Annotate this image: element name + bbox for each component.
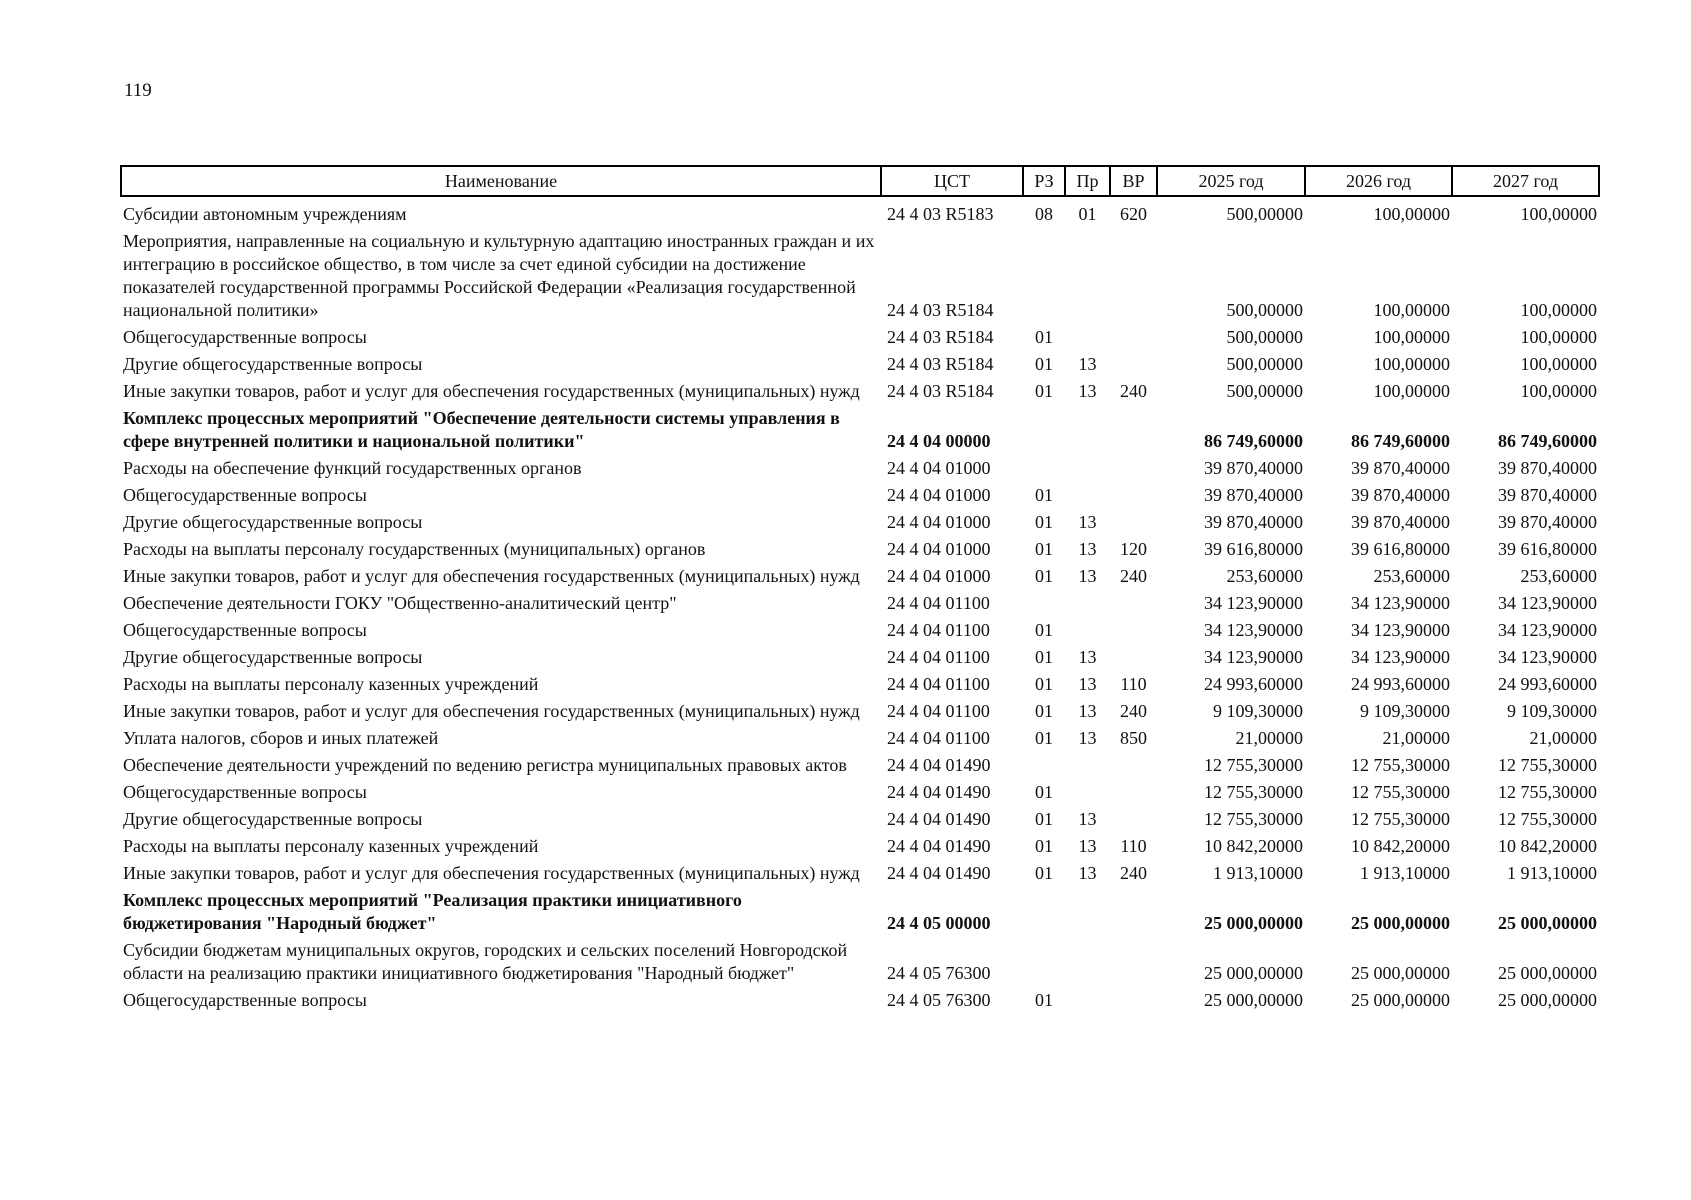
row-amount-2026: 100,00000 [1373, 327, 1450, 347]
row-rz [1023, 455, 1065, 482]
row-vr [1110, 324, 1157, 351]
row-amount-2026: 253,60000 [1373, 566, 1450, 586]
page-number: 119 [124, 80, 152, 101]
row-amount-2027: 253,60000 [1520, 566, 1597, 586]
row-pr: 01 [1078, 204, 1097, 224]
row-amount-2026: 100,00000 [1373, 204, 1450, 224]
row-vr [1110, 455, 1157, 482]
row-amount-2026: 25 000,00000 [1351, 913, 1450, 933]
row-name: Иные закупки товаров, работ и услуг для обеспечения государственных (муниципальных) нужд [123, 381, 860, 401]
row-vr [1110, 644, 1157, 671]
row-cst: 24 4 03 R5184 [887, 381, 994, 401]
row-pr [1065, 887, 1110, 937]
row-amount-2026: 12 755,30000 [1351, 782, 1450, 802]
table-row [121, 378, 1599, 405]
row-cst: 24 4 04 01000 [887, 458, 991, 478]
row-rz: 01 [1035, 701, 1053, 721]
row-amount-2025: 24 993,60000 [1204, 674, 1303, 694]
row-amount-2027: 86 749,60000 [1498, 431, 1597, 451]
row-amount-2026: 34 123,90000 [1351, 593, 1450, 613]
row-amount-2025: 12 755,30000 [1204, 755, 1303, 775]
row-cst: 24 4 04 01100 [887, 593, 990, 613]
row-name: Другие общегосударственные вопросы [123, 354, 423, 374]
row-amount-2027: 39 870,40000 [1498, 485, 1597, 505]
row-name: Обеспечение деятельности ГОКУ "Общественно-аналитический центр" [123, 593, 677, 613]
row-pr [1065, 752, 1110, 779]
row-amount-2026: 100,00000 [1373, 354, 1450, 374]
table-row [121, 482, 1599, 509]
row-vr [1110, 887, 1157, 937]
row-rz: 01 [1035, 728, 1053, 748]
row-rz: 01 [1035, 620, 1053, 640]
table-row [121, 860, 1599, 887]
row-amount-2027: 100,00000 [1520, 381, 1597, 401]
row-name: Расходы на выплаты персоналу казенных учреждений [123, 836, 539, 856]
row-cst: 24 4 05 76300 [887, 990, 991, 1010]
table-row [121, 725, 1599, 752]
row-pr: 13 [1078, 539, 1097, 559]
row-amount-2027: 24 993,60000 [1498, 674, 1597, 694]
row-name: Расходы на выплаты персоналу казенных учреждений [123, 674, 539, 694]
row-cst: 24 4 04 01490 [887, 755, 991, 775]
row-rz [1023, 590, 1065, 617]
row-vr: 240 [1120, 566, 1147, 586]
row-name: Субсидии бюджетам муниципальных округов, городских и сельских поселений Новгородской области на реализацию практики инициативного бюджетирования "Народный бюджет" [123, 940, 848, 983]
row-amount-2027: 100,00000 [1520, 327, 1597, 347]
row-rz [1023, 752, 1065, 779]
row-cst: 24 4 04 01000 [887, 566, 991, 586]
row-vr [1110, 482, 1157, 509]
row-amount-2025: 39 870,40000 [1204, 458, 1303, 478]
row-amount-2025: 25 000,00000 [1204, 990, 1303, 1010]
row-cst: 24 4 04 01100 [887, 647, 990, 667]
row-vr [1110, 351, 1157, 378]
row-amount-2025: 25 000,00000 [1204, 963, 1303, 983]
row-amount-2025: 500,00000 [1226, 204, 1303, 224]
row-amount-2025: 39 616,80000 [1204, 539, 1303, 559]
row-amount-2027: 100,00000 [1520, 204, 1597, 224]
row-cst: 24 4 03 R5183 [887, 204, 994, 224]
row-amount-2027: 25 000,00000 [1498, 990, 1597, 1010]
row-pr: 13 [1078, 809, 1097, 829]
row-pr [1065, 228, 1110, 324]
row-amount-2026: 9 109,30000 [1360, 701, 1450, 721]
row-amount-2026: 10 842,20000 [1351, 836, 1450, 856]
row-amount-2027: 10 842,20000 [1498, 836, 1597, 856]
row-amount-2027: 12 755,30000 [1498, 782, 1597, 802]
row-amount-2025: 12 755,30000 [1204, 782, 1303, 802]
row-amount-2026: 34 123,90000 [1351, 647, 1450, 667]
row-amount-2025: 500,00000 [1226, 354, 1303, 374]
row-name: Иные закупки товаров, работ и услуг для обеспечения государственных (муниципальных) нужд [123, 863, 860, 883]
header-cst: ЦСТ [881, 166, 1023, 196]
row-amount-2025: 34 123,90000 [1204, 620, 1303, 640]
row-rz [1023, 937, 1065, 987]
row-pr: 13 [1078, 674, 1097, 694]
row-name: Другие общегосударственные вопросы [123, 647, 423, 667]
row-amount-2026: 25 000,00000 [1351, 990, 1450, 1010]
row-name: Иные закупки товаров, работ и услуг для обеспечения государственных (муниципальных) нужд [123, 701, 860, 721]
row-amount-2025: 500,00000 [1226, 381, 1303, 401]
row-cst: 24 4 04 01000 [887, 512, 991, 532]
row-vr: 850 [1120, 728, 1147, 748]
header-rz: РЗ [1023, 166, 1065, 196]
header-name: Наименование [121, 166, 881, 196]
row-rz [1023, 228, 1065, 324]
row-pr: 13 [1078, 354, 1097, 374]
row-name: Иные закупки товаров, работ и услуг для обеспечения государственных (муниципальных) нужд [123, 566, 860, 586]
row-vr: 240 [1120, 863, 1147, 883]
row-rz: 01 [1035, 990, 1053, 1010]
row-amount-2025: 86 749,60000 [1204, 431, 1303, 451]
row-pr: 13 [1078, 701, 1097, 721]
row-rz: 01 [1035, 539, 1053, 559]
table-row [121, 752, 1599, 779]
row-amount-2025: 10 842,20000 [1204, 836, 1303, 856]
row-amount-2027: 9 109,30000 [1507, 701, 1597, 721]
row-cst: 24 4 04 01490 [887, 863, 991, 883]
row-vr [1110, 987, 1157, 1014]
row-rz: 01 [1035, 863, 1053, 883]
row-amount-2026: 86 749,60000 [1351, 431, 1450, 451]
row-pr [1065, 482, 1110, 509]
row-vr [1110, 752, 1157, 779]
table-row [121, 405, 1599, 455]
row-rz: 01 [1035, 354, 1053, 374]
row-name: Общегосударственные вопросы [123, 620, 367, 640]
row-amount-2027: 25 000,00000 [1498, 963, 1597, 983]
row-amount-2026: 24 993,60000 [1351, 674, 1450, 694]
row-vr [1110, 228, 1157, 324]
row-amount-2025: 34 123,90000 [1204, 593, 1303, 613]
row-amount-2026: 25 000,00000 [1351, 963, 1450, 983]
row-amount-2027: 39 870,40000 [1498, 512, 1597, 532]
row-rz: 01 [1035, 782, 1053, 802]
row-amount-2027: 100,00000 [1520, 300, 1597, 320]
row-cst: 24 4 04 01000 [887, 539, 991, 559]
row-vr: 240 [1120, 381, 1147, 401]
row-vr [1110, 509, 1157, 536]
row-cst: 24 4 03 R5184 [887, 327, 994, 347]
row-name: Мероприятия, направленные на социальную и культурную адаптацию иностранных граждан и их интеграцию в российское общество, в том числе за счет единой субсидии на достижение показателей государственной программы Российской Федерации «Реализация государственной национальной политики» [123, 231, 875, 320]
row-amount-2027: 12 755,30000 [1498, 809, 1597, 829]
row-vr [1110, 590, 1157, 617]
row-name: Комплекс процессных мероприятий "Реализация практики инициативного бюджетирования "Народный бюджет" [123, 890, 742, 933]
row-cst: 24 4 03 R5184 [887, 354, 994, 374]
table-row [121, 779, 1599, 806]
header-2025: 2025 год [1157, 166, 1305, 196]
table-row [121, 887, 1599, 937]
row-pr: 13 [1078, 647, 1097, 667]
table-row [121, 509, 1599, 536]
row-amount-2026: 39 616,80000 [1351, 539, 1450, 559]
row-rz: 01 [1035, 674, 1053, 694]
row-cst: 24 4 04 01100 [887, 674, 990, 694]
row-amount-2025: 500,00000 [1226, 300, 1303, 320]
header-vr: ВР [1110, 166, 1157, 196]
row-name: Расходы на обеспечение функций государственных органов [123, 458, 582, 478]
row-cst: 24 4 05 00000 [887, 913, 991, 933]
row-cst: 24 4 04 01490 [887, 782, 991, 802]
table-row [121, 987, 1599, 1014]
row-cst: 24 4 04 01000 [887, 485, 991, 505]
row-amount-2025: 253,60000 [1226, 566, 1303, 586]
row-name: Общегосударственные вопросы [123, 782, 367, 802]
row-amount-2027: 39 870,40000 [1498, 458, 1597, 478]
row-amount-2026: 1 913,10000 [1360, 863, 1450, 883]
row-pr [1065, 937, 1110, 987]
row-amount-2026: 12 755,30000 [1351, 809, 1450, 829]
row-name: Другие общегосударственные вопросы [123, 809, 423, 829]
row-amount-2025: 34 123,90000 [1204, 647, 1303, 667]
row-pr [1065, 617, 1110, 644]
row-amount-2027: 100,00000 [1520, 354, 1597, 374]
row-amount-2027: 34 123,90000 [1498, 620, 1597, 640]
row-vr [1110, 617, 1157, 644]
row-amount-2027: 34 123,90000 [1498, 593, 1597, 613]
row-rz: 01 [1035, 327, 1053, 347]
row-rz [1023, 887, 1065, 937]
row-amount-2025: 9 109,30000 [1213, 701, 1303, 721]
row-vr: 620 [1120, 204, 1147, 224]
row-pr [1065, 405, 1110, 455]
row-rz: 01 [1035, 381, 1053, 401]
row-amount-2026: 39 870,40000 [1351, 458, 1450, 478]
row-amount-2025: 12 755,30000 [1204, 809, 1303, 829]
row-amount-2027: 39 616,80000 [1498, 539, 1597, 559]
row-cst: 24 4 03 R5184 [887, 300, 994, 320]
row-pr [1065, 590, 1110, 617]
row-amount-2025: 21,00000 [1235, 728, 1303, 748]
row-amount-2025: 39 870,40000 [1204, 485, 1303, 505]
row-rz: 01 [1035, 566, 1053, 586]
row-rz [1023, 405, 1065, 455]
row-name: Расходы на выплаты персоналу государственных (муниципальных) органов [123, 539, 706, 559]
table-row [121, 617, 1599, 644]
row-rz: 01 [1035, 809, 1053, 829]
row-name: Общегосударственные вопросы [123, 990, 367, 1010]
row-amount-2026: 21,00000 [1382, 728, 1450, 748]
table-row [121, 590, 1599, 617]
table-row [121, 196, 1599, 228]
row-rz: 01 [1035, 836, 1053, 856]
table-row [121, 228, 1599, 324]
row-pr: 13 [1078, 863, 1097, 883]
table-row [121, 351, 1599, 378]
row-cst: 24 4 04 01490 [887, 836, 991, 856]
row-amount-2027: 12 755,30000 [1498, 755, 1597, 775]
header-pr: Пр [1065, 166, 1110, 196]
row-amount-2026: 100,00000 [1373, 300, 1450, 320]
row-pr [1065, 324, 1110, 351]
table-row [121, 698, 1599, 725]
row-name: Другие общегосударственные вопросы [123, 512, 423, 532]
row-amount-2026: 100,00000 [1373, 381, 1450, 401]
row-vr [1110, 405, 1157, 455]
row-cst: 24 4 05 76300 [887, 963, 991, 983]
row-name: Субсидии автономным учреждениям [123, 204, 407, 224]
table-row [121, 937, 1599, 987]
row-amount-2026: 39 870,40000 [1351, 512, 1450, 532]
row-pr [1065, 779, 1110, 806]
row-vr [1110, 779, 1157, 806]
row-cst: 24 4 04 01100 [887, 620, 990, 640]
header-2027: 2027 год [1452, 166, 1599, 196]
row-vr [1110, 937, 1157, 987]
row-vr: 110 [1120, 674, 1147, 694]
row-amount-2026: 12 755,30000 [1351, 755, 1450, 775]
row-name: Общегосударственные вопросы [123, 485, 367, 505]
row-pr: 13 [1078, 836, 1097, 856]
row-name: Уплата налогов, сборов и иных платежей [123, 728, 439, 748]
table-row [121, 455, 1599, 482]
row-cst: 24 4 04 01100 [887, 701, 990, 721]
table-header-row [121, 166, 1599, 196]
row-rz: 01 [1035, 485, 1053, 505]
row-amount-2027: 1 913,10000 [1507, 863, 1597, 883]
budget-table [120, 165, 1600, 1014]
row-amount-2027: 34 123,90000 [1498, 647, 1597, 667]
table-body [121, 196, 1599, 1014]
row-amount-2025: 39 870,40000 [1204, 512, 1303, 532]
header-2026: 2026 год [1305, 166, 1452, 196]
row-pr: 13 [1078, 566, 1097, 586]
row-name: Обеспечение деятельности учреждений по ведению регистра муниципальных правовых актов [123, 755, 847, 775]
row-vr: 240 [1120, 701, 1147, 721]
row-amount-2026: 39 870,40000 [1351, 485, 1450, 505]
row-cst: 24 4 04 01490 [887, 809, 991, 829]
row-cst: 24 4 04 01100 [887, 728, 990, 748]
row-cst: 24 4 04 00000 [887, 431, 991, 451]
table-row [121, 806, 1599, 833]
row-amount-2025: 1 913,10000 [1213, 863, 1303, 883]
row-vr: 110 [1120, 836, 1147, 856]
row-rz: 08 [1035, 204, 1053, 224]
table-row [121, 536, 1599, 563]
table-row [121, 644, 1599, 671]
row-amount-2025: 500,00000 [1226, 327, 1303, 347]
row-rz: 01 [1035, 647, 1053, 667]
row-pr: 13 [1078, 512, 1097, 532]
row-pr [1065, 987, 1110, 1014]
row-amount-2025: 25 000,00000 [1204, 913, 1303, 933]
row-amount-2026: 34 123,90000 [1351, 620, 1450, 640]
row-vr: 120 [1120, 539, 1147, 559]
row-name: Общегосударственные вопросы [123, 327, 367, 347]
table-row [121, 671, 1599, 698]
row-pr: 13 [1078, 381, 1097, 401]
row-amount-2027: 25 000,00000 [1498, 913, 1597, 933]
row-pr: 13 [1078, 728, 1097, 748]
row-pr [1065, 455, 1110, 482]
table-row [121, 563, 1599, 590]
row-rz: 01 [1035, 512, 1053, 532]
table-row [121, 833, 1599, 860]
row-amount-2027: 21,00000 [1529, 728, 1597, 748]
row-name: Комплекс процессных мероприятий "Обеспечение деятельности системы управления в сфере внутренней политики и национальной политики" [123, 408, 840, 451]
row-vr [1110, 806, 1157, 833]
table-row [121, 324, 1599, 351]
